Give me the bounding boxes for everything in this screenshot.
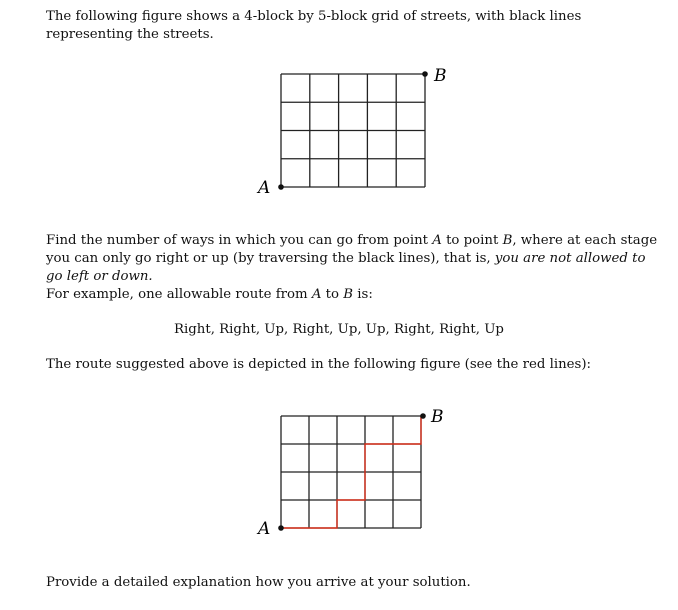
grid-figure-2: [0, 400, 678, 560]
example-route: Right, Right, Up, Right, Up, Up, Right, Right, Up: [174, 322, 504, 337]
point-b-label: B: [434, 66, 447, 86]
point-b-label-2: B: [431, 407, 444, 427]
intro-text: The following figure shows a 4-block by 5-block grid of streets, with black lines representing the streets.: [46, 9, 582, 42]
point-b-dot-2: [420, 413, 426, 419]
point-a-dot-2: [278, 525, 284, 531]
route-description: The route suggested above is depicted in the following figure (see the red lines):: [46, 357, 592, 372]
closing-text: Provide a detailed explanation how you arrive at your solution.: [46, 575, 471, 590]
point-a-dot: [278, 184, 284, 190]
point-a-label-2: A: [258, 519, 271, 539]
point-a-label: A: [258, 178, 271, 198]
point-b-dot: [422, 71, 428, 77]
question-text: Find the number of ways in which you can go from point A to point B, where at each stage you can only go right or up (by traversing the black lines), that is, you are not allowed to go left or down. For example, one allowable route from A to B is:: [46, 233, 658, 302]
